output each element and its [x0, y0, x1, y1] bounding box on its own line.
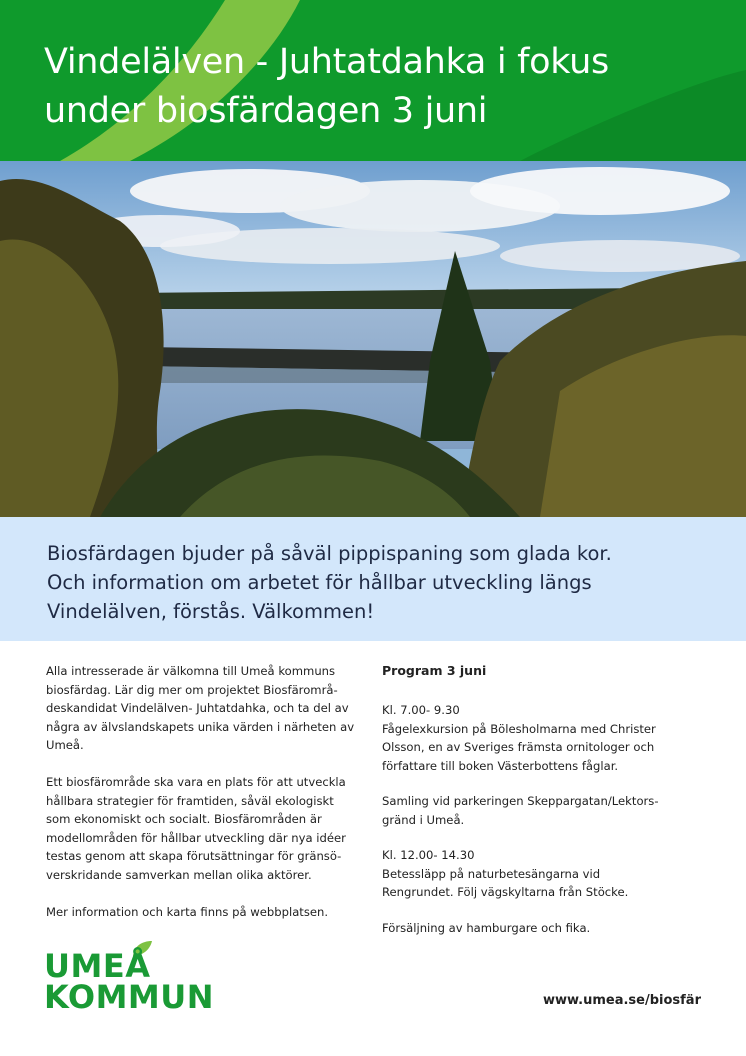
text-line: Rengrundet. Följ vägskyltarna från Stöcke.: [382, 885, 629, 899]
text-line: gränd i Umeå.: [382, 812, 465, 827]
text-line: biosfärdag. Lär dig mer om projektet Biosfärområ-: [46, 682, 338, 697]
page-title: [44, 38, 724, 136]
landscape-photo: [0, 161, 746, 517]
title-line-1: Vindelälven - Juhtatdahka i fokus: [44, 42, 609, 82]
text-line: Försäljning av hamburgare och fika.: [382, 920, 591, 935]
paragraph-welcome: [46, 662, 356, 755]
text-line: Umeå.: [46, 738, 84, 752]
text-line: verskridande samverkan mellan olika aktörer.: [46, 867, 312, 882]
text-line: som ekonomiskt och socialt. Biosfärområden är: [46, 812, 322, 826]
umea-kommun-logo: [44, 940, 244, 1014]
text-line: Olsson, en av Sveriges främsta ornitologer och: [382, 740, 655, 754]
text-line: Mer information och karta finns på webbplatsen.: [46, 904, 329, 919]
title-line-2: under biosfärdagen 3 juni: [44, 91, 488, 131]
program-item-meeting-point: [382, 792, 712, 829]
text-line: Alla intresserade är välkomna till Umeå kommuns: [46, 664, 336, 678]
text-line: Betessläpp på naturbetesängarna vid: [382, 866, 601, 881]
program-column: [382, 662, 712, 954]
header-banner: [0, 0, 746, 161]
program-item-cattle-release: [382, 846, 712, 902]
text-line: deskandidat Vindelälven- Juhtatdahka, och ta del av: [46, 701, 349, 715]
text-line: Ett biosfärområde ska vara en plats för att utveckla: [46, 775, 346, 789]
text-line: hållbara strategier för framtiden, såväl ekologiskt: [46, 793, 334, 808]
left-column: [46, 662, 356, 940]
text-line: Fågelexkursion på Bölesholmarna med Christer: [382, 721, 656, 736]
intro-text: [47, 539, 727, 626]
program-item-food-sale: [382, 919, 712, 938]
text-line: modellområden för hållbar utveckling där nya idéer: [46, 830, 346, 845]
text-line: Kl. 7.00- 9.30: [382, 703, 460, 717]
text-line: några av älvslandskapets unika värden i närheten av: [46, 719, 355, 734]
paragraph-biosphere: [46, 773, 356, 884]
intro-banner: [0, 517, 746, 641]
logo-line-2: KOMMUN: [44, 978, 215, 1016]
intro-line-1: Biosfärdagen bjuder på såväl pippispaning som glada kor.: [47, 542, 612, 565]
intro-line-2: Och information om arbetet för hållbar utveckling längs: [47, 571, 592, 594]
logo-line-1: UMEÅ: [44, 947, 151, 985]
program-heading: Program 3 juni: [382, 663, 487, 678]
website-link[interactable]: www.umea.se/biosfär: [542, 993, 701, 1008]
text-line: testas genom att skapa förutsättningar för gränsö-: [46, 849, 342, 863]
text-line: Kl. 12.00- 14.30: [382, 848, 475, 862]
text-line: Samling vid parkeringen Skeppargatan/Lektors-: [382, 794, 659, 808]
paragraph-more-info: [46, 903, 356, 922]
program-item-bird-excursion: [382, 701, 712, 775]
intro-line-3: Vindelälven, förstås. Välkommen!: [47, 600, 375, 623]
text-line: författare till boken Västerbottens fåglar.: [382, 758, 619, 773]
